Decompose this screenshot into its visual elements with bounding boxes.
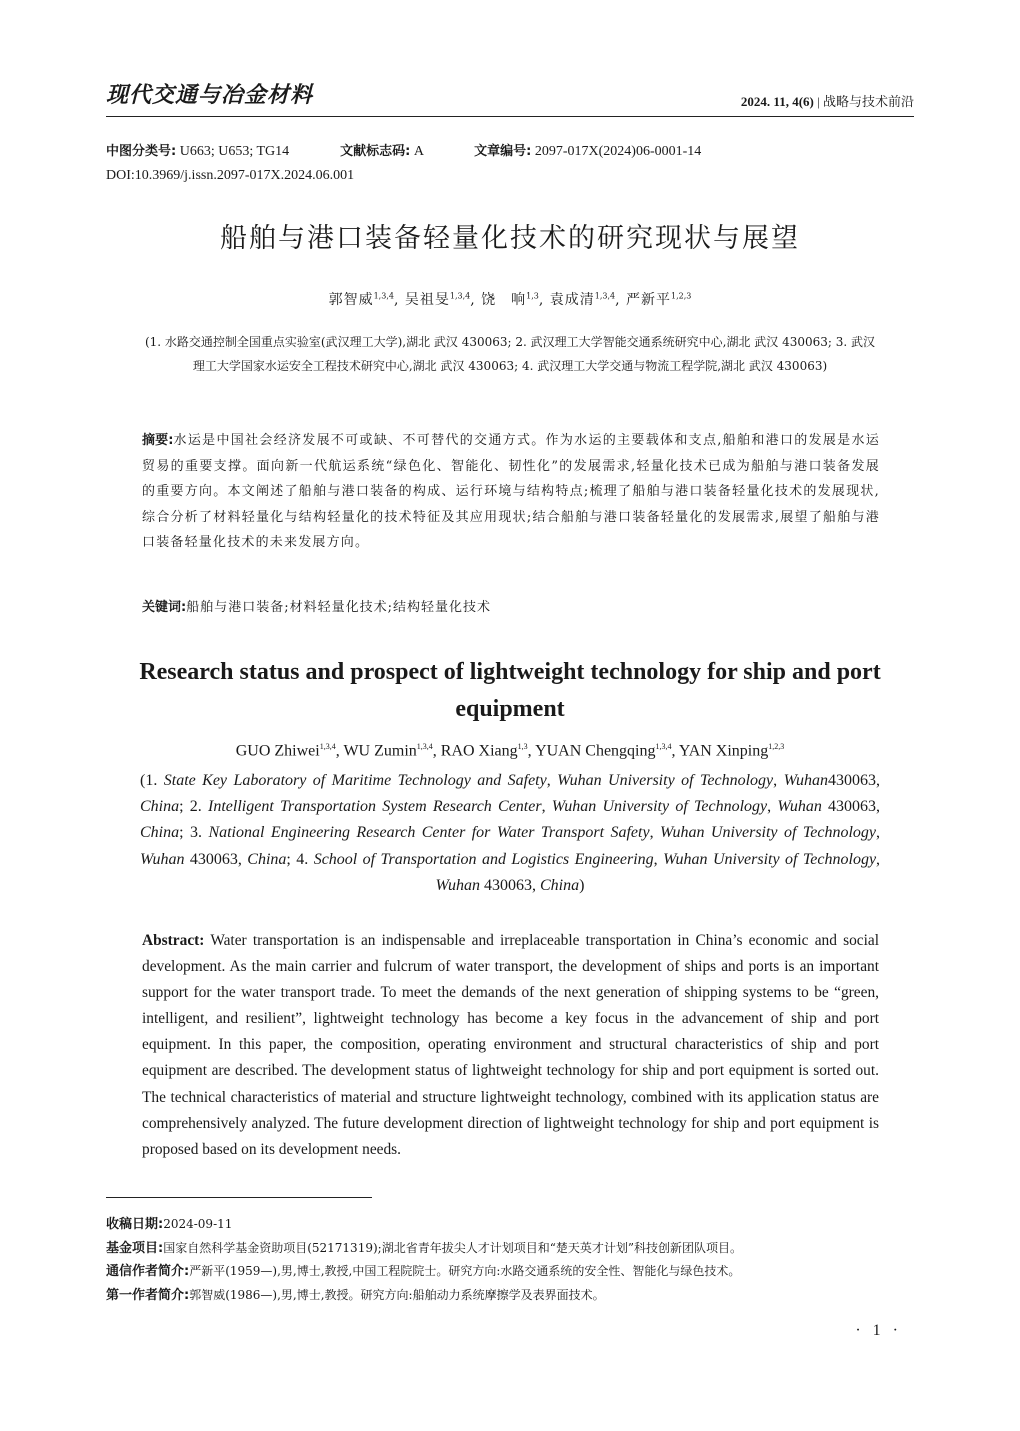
- issue-number: 2024. 11, 4(6): [740, 94, 814, 109]
- author-name: RAO Xiang: [440, 742, 518, 760]
- author-affil-sup: 1,3,4: [655, 742, 672, 751]
- affil-org: National Engineering Research Center for Water Transport Safety: [208, 824, 650, 842]
- chinese-keywords: [142, 596, 491, 615]
- header-separator: |: [817, 94, 820, 109]
- author-name: GUO Zhiwei: [235, 742, 320, 760]
- affil-zip: 430063: [484, 876, 532, 894]
- english-title: Research status and prospect of lightweight technology for ship and port equipment: [139, 659, 881, 722]
- author-name: WU Zumin: [343, 742, 417, 760]
- corr-label: 通信作者简介:: [106, 1264, 190, 1279]
- chinese-authors: 郭智威$^{1,3,4}$, 吴祖旻$^{1,3,4}$, 饶 响$^{1,3}$, 袁成清$^{1,3,4}$, 严新平$^{1,2,3}$: [328, 291, 692, 308]
- affil-org: School of Transportation and Logistics Engineering: [313, 850, 654, 868]
- journal-logo: 现代交通与冶金材料: [106, 82, 314, 108]
- affil-country: China: [540, 876, 580, 894]
- author-affil-sup: 1,3: [526, 291, 539, 301]
- affil-number: 4.: [296, 850, 314, 868]
- first-label: 第一作者简介:: [106, 1287, 190, 1303]
- affil-org: State Key Laboratory of Maritime Technology and Safety: [163, 772, 547, 789]
- keywords-label: 关键词:: [142, 600, 187, 615]
- affil-zip: 430063: [828, 772, 877, 789]
- affil-number: 2.: [189, 798, 209, 816]
- affil-number: 3.: [190, 824, 209, 842]
- received-value: 2024-09-11: [163, 1217, 233, 1231]
- clc-label: 中图分类号:: [106, 144, 177, 159]
- author-name: 郭智威: [328, 292, 374, 308]
- english-abstract: [142, 928, 879, 1163]
- affil-inst: Wuhan University of Technology: [663, 850, 877, 868]
- article-no-value: 2097-017X(2024)06-0001-14: [534, 144, 702, 159]
- author-name: YUAN Chengqing: [535, 742, 656, 760]
- affil-city: Wuhan: [140, 850, 185, 868]
- fund-label: 基金项目:: [106, 1240, 164, 1256]
- footnote-rule: [106, 1197, 372, 1198]
- english-authors: GUO Zhiwei$^{1,3,4}$, WU Zumin$^{1,3,4}$, RAO Xiang$^{1,3}$, YUAN Chengqing$^{1,3,4}$, YAN Xinping$^{1,2,3}$: [235, 742, 785, 760]
- author-affil-sup: 1,2,3: [768, 742, 785, 751]
- affil-number: (1.: [140, 772, 164, 789]
- affil-inst: Wuhan University of Technology: [660, 824, 877, 842]
- author-name: 饶 响: [481, 292, 527, 308]
- footnotes: [106, 1213, 916, 1307]
- author-affil-sup: 1,2,3: [671, 291, 692, 301]
- received-label: 收稿日期:: [106, 1217, 164, 1232]
- english-affiliations: (1. State Key Laboratory of Maritime Technology and Safety, Wuhan University of Technology, Wuhan430063, China; 2. Intelligent Transportation System Research Center, Wuhan University of Technology, Wuhan 430063, China; 3. National Engineering Research Center for Water Transport Safety, Wuhan University of Technology, Wuhan 430063, China; 4. School of Transportation and Logistics Engineering, Wuhan University of Technology, Wuhan 430063, China): [140, 772, 881, 894]
- abstract-label: 摘要:: [142, 433, 174, 448]
- clc-value: U663; U653; TG14: [179, 144, 290, 159]
- chinese-title: 船舶与港口装备轻量化技术的研究现状与展望: [220, 223, 800, 254]
- abstract-label: Abstract:: [142, 932, 205, 949]
- article-no-label: 文章编号:: [474, 144, 532, 159]
- chinese-abstract: [142, 428, 880, 556]
- affil-org: Intelligent Transportation System Research Center: [208, 798, 542, 816]
- first-author: [106, 1284, 916, 1308]
- author-affil-sup: 1,3,4: [594, 291, 616, 301]
- abstract-text: Water transportation is an indispensable and irreplaceable transportation in China’s economic and social development. As the main carrier and fulcrum of water transport, the development of ships and ports is an important support for the water transport trade. To meet the demands of the next generation of shipping systems to be “green, intelligent, and resilient”, lightweight technology has become a key focus in the advancement of ship and port equipment. In this paper, the composition, operating environment and structural characteristics of ship and port equipment are described. The development status of lightweight technology for ship and port equipment is sorted out. The technical characteristics of material and structure lightweight technology, combined with its application status are comprehensively analyzed. The future development direction of lightweight technology for ship and port equipment is proposed based on its development needs.: [142, 932, 879, 1158]
- chinese-affiliations: (1. 水路交通控制全国重点实验室(武汉理工大学),湖北 武汉 430063; 2. 武汉理工大学智能交通系统研究中心,湖北 武汉 430063; 3. 武汉理工大学国家水运安全工程技术研究中心,湖北 武汉 430063; 4. 武汉理工大学交通与物流工程学院,湖北 武汉 430063): [144, 335, 876, 373]
- corr-value: 严新平(1959—),男,博士,教授,中国工程院院士。研究方向:水路交通系统的安全性、智能化与绿色技术。: [189, 1264, 741, 1278]
- author-name: 吴祖旻: [404, 292, 450, 308]
- fund-value: 国家自然科学基金资助项目(52171319);湖北省青年拔尖人才计划项目和“楚天英才计划”科技创新团队项目。: [163, 1240, 742, 1255]
- first-value: 郭智威(1986—),男,博士,教授。研究方向:船舶动力系统摩擦学及表界面技术。: [189, 1287, 605, 1302]
- doi: DOI:10.3969/j.issn.2097-017X.2024.06.001: [106, 168, 355, 183]
- affil-country: China: [140, 798, 180, 816]
- author-affil-sup: 1,3,4: [449, 291, 471, 301]
- section-name: 战略与技术前沿: [822, 94, 914, 109]
- doc-code-label: 文献标志码:: [340, 144, 411, 159]
- affil-inst: Wuhan University of Technology: [557, 772, 774, 789]
- affil-city: Wuhan: [435, 876, 480, 894]
- affil-zip: 430063: [189, 850, 238, 868]
- fund-info: [106, 1237, 916, 1261]
- affil-country: China: [140, 824, 180, 842]
- author-name: 袁成清: [549, 292, 595, 308]
- author-affil-sup: 1,3,4: [416, 742, 433, 751]
- corresponding-author: [106, 1260, 916, 1284]
- affil-inst: Wuhan University of Technology: [551, 798, 768, 816]
- author-affil-sup: 1,3: [517, 742, 528, 751]
- affil-city: Wuhan: [777, 798, 822, 816]
- affil-city: Wuhan: [783, 772, 829, 789]
- received-date: [106, 1213, 916, 1237]
- keywords-text: 船舶与港口装备;材料轻量化技术;结构轻量化技术: [186, 600, 491, 615]
- affil-country: China: [247, 850, 287, 868]
- classification-line: [106, 140, 701, 164]
- doc-code-value: A: [413, 144, 424, 159]
- author-affil-sup: 1,3,4: [373, 291, 394, 301]
- header-rule: [106, 116, 914, 117]
- article-meta: [106, 140, 701, 188]
- page-number: · 1 ·: [855, 1322, 902, 1339]
- author-affil-sup: 1,3,4: [319, 742, 336, 751]
- author-name: YAN Xinping: [678, 742, 769, 760]
- abstract-text: 水运是中国社会经济发展不可或缺、不可替代的交通方式。作为水运的主要载体和支点,船舶和港口的发展是水运贸易的重要支撑。面向新一代航运系统“绿色化、智能化、韧性化”的发展需求,轻量化技术已成为船舶与港口装备发展的重要方向。本文阐述了船舶与港口装备的构成、运行环境与结构特点;梳理了船舶与港口装备轻量化技术的发展现状,综合分析了材料轻量化与结构轻量化的技术特征及其应用现状;结合船舶与港口装备轻量化的发展需求,展望了船舶与港口装备轻量化技术的未来发展方向。: [142, 433, 880, 551]
- affil-zip: 430063: [828, 798, 877, 816]
- issue-header: [741, 91, 914, 110]
- author-name: 严新平: [626, 292, 672, 308]
